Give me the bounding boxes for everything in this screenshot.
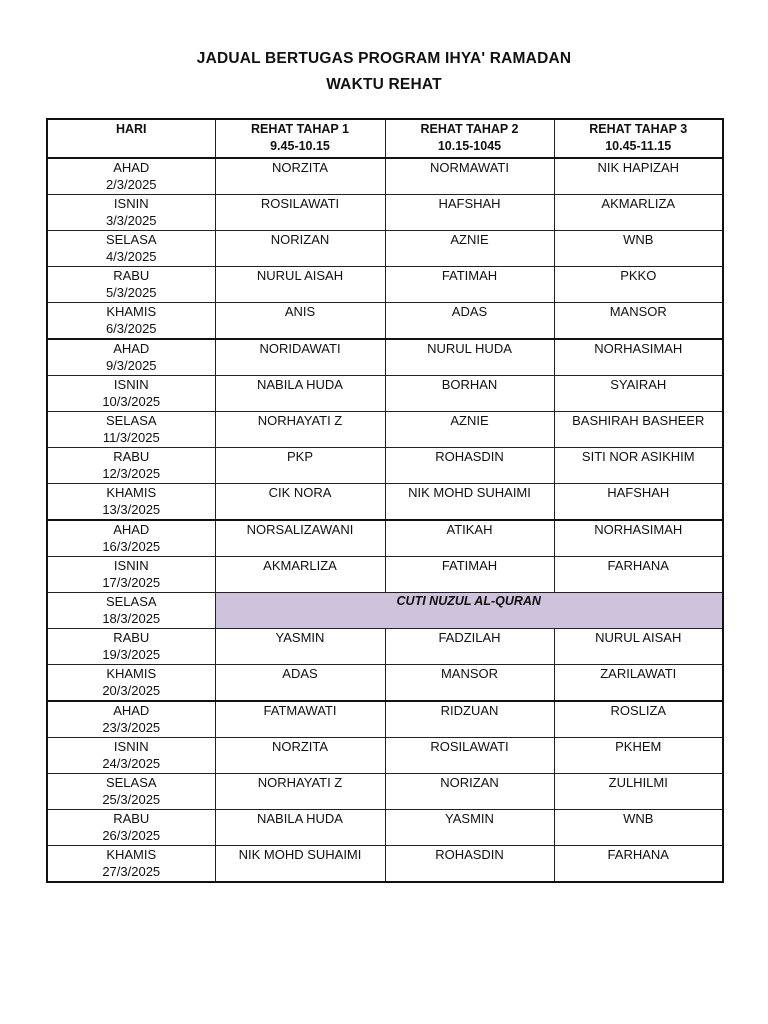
header-rehat-2: REHAT TAHAP 2 10.15-1045 — [385, 119, 554, 158]
day-cell — [47, 412, 215, 448]
day-name: ISNIN — [113, 196, 149, 211]
table-row — [47, 557, 723, 593]
rehat-2-cell: FADZILAH — [385, 629, 554, 665]
table-row — [47, 738, 723, 774]
rehat-1-cell: CIK NORA — [215, 484, 385, 521]
day-cell — [47, 376, 215, 412]
table-row — [47, 303, 723, 340]
day-cell — [47, 701, 215, 738]
rehat-3-cell: FARHANA — [554, 557, 723, 593]
rehat-3-cell: WNB — [554, 810, 723, 846]
rehat-3-cell: SYAIRAH — [554, 376, 723, 412]
rehat-1-cell: NORSALIZAWANI — [215, 520, 385, 557]
day-date: 26/3/2025 — [102, 828, 161, 843]
day-date: 17/3/2025 — [102, 575, 161, 590]
rehat-1-cell: PKP — [215, 448, 385, 484]
day-name: ISNIN — [113, 377, 149, 392]
holiday-cell: CUTI NUZUL AL-QURAN — [215, 593, 723, 629]
day-date: 12/3/2025 — [102, 466, 161, 481]
rehat-1-cell: ANIS — [215, 303, 385, 340]
rehat-1-cell: FATMAWATI — [215, 701, 385, 738]
day-date: 16/3/2025 — [102, 539, 161, 554]
rehat-2-cell: HAFSHAH — [385, 195, 554, 231]
rehat-3-cell: NIK HAPIZAH — [554, 158, 723, 195]
day-date: 3/3/2025 — [105, 213, 157, 228]
rehat-1-cell: NURUL AISAH — [215, 267, 385, 303]
rehat-3-cell: FARHANA — [554, 846, 723, 883]
rehat-2-cell: BORHAN — [385, 376, 554, 412]
rehat-2-cell: AZNIE — [385, 231, 554, 267]
rehat-3-cell: ROSLIZA — [554, 701, 723, 738]
rehat-1-cell: NABILA HUDA — [215, 810, 385, 846]
table-row — [47, 846, 723, 883]
day-cell — [47, 520, 215, 557]
rehat-1-cell: ADAS — [215, 665, 385, 702]
day-name: RABU — [113, 811, 150, 826]
day-name: KHAMIS — [106, 485, 157, 500]
day-date: 5/3/2025 — [105, 285, 157, 300]
rehat-2-cell: MANSOR — [385, 665, 554, 702]
rehat-1-cell: NORZITA — [215, 738, 385, 774]
day-cell — [47, 665, 215, 702]
table-row — [47, 267, 723, 303]
rehat-3-cell: PKHEM — [554, 738, 723, 774]
rehat-2-cell: YASMIN — [385, 810, 554, 846]
rehat-1-cell: YASMIN — [215, 629, 385, 665]
table-row — [47, 195, 723, 231]
table-row — [47, 629, 723, 665]
rehat-1-cell: NORHAYATI Z — [215, 774, 385, 810]
header-day: HARI — [47, 119, 215, 158]
table-row — [47, 158, 723, 195]
rehat-2-cell: ROHASDIN — [385, 846, 554, 883]
day-name: RABU — [113, 449, 150, 464]
rehat-2-cell: NORMAWATI — [385, 158, 554, 195]
rehat-1-cell: NIK MOHD SUHAIMI — [215, 846, 385, 883]
rehat-3-cell: SITI NOR ASIKHIM — [554, 448, 723, 484]
day-name: AHAD — [113, 160, 150, 175]
day-cell — [47, 267, 215, 303]
rehat-3-cell: NORHASIMAH — [554, 339, 723, 376]
day-name: ISNIN — [113, 739, 149, 754]
rehat-2-cell: AZNIE — [385, 412, 554, 448]
day-cell — [47, 557, 215, 593]
day-cell — [47, 339, 215, 376]
table-row — [47, 448, 723, 484]
table-body — [47, 158, 723, 882]
rehat-2-cell: ADAS — [385, 303, 554, 340]
table-row — [47, 412, 723, 448]
day-date: 10/3/2025 — [102, 394, 161, 409]
day-cell — [47, 629, 215, 665]
document-subtitle: WAKTU REHAT — [326, 76, 442, 93]
day-date: 13/3/2025 — [102, 502, 161, 517]
day-cell — [47, 231, 215, 267]
day-cell — [47, 810, 215, 846]
day-date: 9/3/2025 — [105, 358, 157, 373]
day-name: KHAMIS — [106, 847, 157, 862]
rehat-1-cell: NORIZAN — [215, 231, 385, 267]
day-cell — [47, 158, 215, 195]
day-name: ISNIN — [113, 558, 149, 573]
table-header-row — [47, 119, 723, 158]
rehat-3-cell: BASHIRAH BASHEER — [554, 412, 723, 448]
table-row — [47, 665, 723, 702]
rehat-3-cell: WNB — [554, 231, 723, 267]
day-date: 2/3/2025 — [105, 177, 157, 192]
day-cell — [47, 846, 215, 883]
rehat-1-cell: ROSILAWATI — [215, 195, 385, 231]
rehat-3-cell: ZARILAWATI — [554, 665, 723, 702]
header-rehat-1: REHAT TAHAP 1 9.45-10.15 — [215, 119, 385, 158]
day-name: AHAD — [113, 703, 150, 718]
day-name: AHAD — [113, 341, 150, 356]
rehat-3-cell: NORHASIMAH — [554, 520, 723, 557]
day-cell — [47, 738, 215, 774]
day-date: 23/3/2025 — [102, 720, 161, 735]
table-row — [47, 810, 723, 846]
header-rehat-3: REHAT TAHAP 3 10.45-11.15 — [554, 119, 723, 158]
day-date: 24/3/2025 — [102, 756, 161, 771]
rehat-1-cell: NORIDAWATI — [215, 339, 385, 376]
day-cell — [47, 774, 215, 810]
rehat-1-cell: AKMARLIZA — [215, 557, 385, 593]
rehat-3-cell: MANSOR — [554, 303, 723, 340]
day-date: 25/3/2025 — [102, 792, 161, 807]
rehat-3-cell: HAFSHAH — [554, 484, 723, 521]
table-row — [47, 774, 723, 810]
table-row — [47, 231, 723, 267]
day-date: 4/3/2025 — [105, 249, 157, 264]
rehat-2-cell: ATIKAH — [385, 520, 554, 557]
table-row — [47, 593, 723, 629]
day-date: 6/3/2025 — [105, 321, 157, 336]
day-name: SELASA — [105, 775, 157, 790]
duty-roster-table — [46, 118, 724, 883]
day-name: RABU — [113, 268, 150, 283]
rehat-3-cell: NURUL AISAH — [554, 629, 723, 665]
rehat-2-cell: ROSILAWATI — [385, 738, 554, 774]
day-name: KHAMIS — [106, 666, 157, 681]
day-name: RABU — [113, 630, 150, 645]
day-date: 18/3/2025 — [102, 611, 161, 626]
day-cell — [47, 484, 215, 521]
table-row — [47, 484, 723, 521]
table-row — [47, 376, 723, 412]
rehat-3-cell: ZULHILMI — [554, 774, 723, 810]
rehat-1-cell: NORHAYATI Z — [215, 412, 385, 448]
day-name: SELASA — [105, 413, 157, 428]
day-name: AHAD — [113, 522, 150, 537]
rehat-2-cell: FATIMAH — [385, 267, 554, 303]
document-title: JADUAL BERTUGAS PROGRAM IHYA' RAMADAN — [196, 50, 572, 67]
day-name: SELASA — [105, 594, 157, 609]
rehat-2-cell: ROHASDIN — [385, 448, 554, 484]
rehat-3-cell: AKMARLIZA — [554, 195, 723, 231]
rehat-2-cell: NORIZAN — [385, 774, 554, 810]
day-date: 20/3/2025 — [102, 683, 161, 698]
day-date: 27/3/2025 — [102, 864, 161, 879]
day-cell — [47, 303, 215, 340]
day-date: 19/3/2025 — [102, 647, 161, 662]
rehat-1-cell: NABILA HUDA — [215, 376, 385, 412]
day-cell — [47, 195, 215, 231]
day-name: SELASA — [105, 232, 157, 247]
rehat-2-cell: NURUL HUDA — [385, 339, 554, 376]
day-date: 11/3/2025 — [102, 430, 160, 445]
day-cell — [47, 593, 215, 629]
rehat-3-cell: PKKO — [554, 267, 723, 303]
rehat-1-cell: NORZITA — [215, 158, 385, 195]
rehat-2-cell: NIK MOHD SUHAIMI — [385, 484, 554, 521]
day-name: KHAMIS — [106, 304, 157, 319]
table-row — [47, 701, 723, 738]
rehat-2-cell: RIDZUAN — [385, 701, 554, 738]
table-row — [47, 520, 723, 557]
day-cell — [47, 448, 215, 484]
table-row — [47, 339, 723, 376]
rehat-2-cell: FATIMAH — [385, 557, 554, 593]
